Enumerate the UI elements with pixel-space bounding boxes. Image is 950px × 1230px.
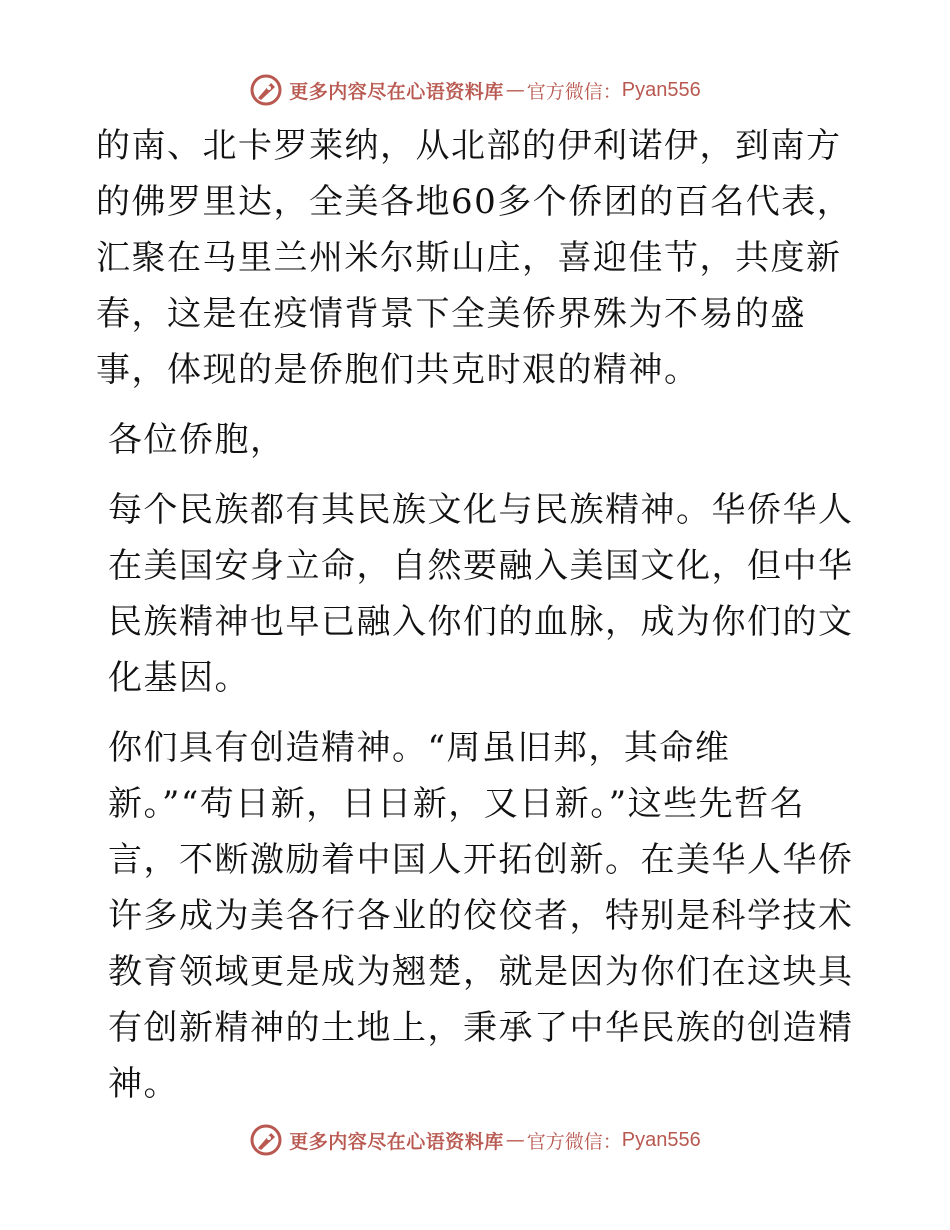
paragraph-2: 各位侨胞， bbox=[108, 420, 286, 460]
header-separator: — bbox=[505, 79, 525, 101]
document-body bbox=[96, 118, 856, 1112]
footer-id: Pyan556 bbox=[621, 1128, 701, 1151]
paragraph-4: 你们具有创造精神。“周虽旧邦，其命维新。”“苟日新，日日新，又日新。”这些先哲名言，不断激励着中国人开拓创新。在美华人华侨许多成为美各行各业的佼佼者，特别是科学技术教育领域更是成为翘楚，就是因为你们在这块具有创新精神的土地上，秉承了中华民族的创造精神。 bbox=[108, 728, 854, 1104]
footer-watermark bbox=[0, 1120, 950, 1160]
pen-nib-logo-icon bbox=[249, 73, 283, 107]
footer-separator: — bbox=[505, 1129, 525, 1151]
footer-text: 更多内容尽在心语资料库 bbox=[289, 1130, 504, 1153]
header-watermark bbox=[0, 70, 950, 110]
footer-sub: 官方微信： bbox=[526, 1130, 622, 1153]
paragraph-1: 的南、北卡罗莱纳，从北部的伊利诺伊，到南方的佛罗里达，全美各地60多个侨团的百名代表，汇聚在马里兰州米尔斯山庄，喜迎佳节，共度新春，这是在疫情背景下全美侨界殊为不易的盛事，体现的是侨胞们共克时艰的精神。 bbox=[96, 126, 853, 390]
paragraph-3: 每个民族都有其民族文化与民族精神。华侨华人在美国安身立命，自然要融入美国文化，但中华民族精神也早已融入你们的血脉，成为你们的文化基因。 bbox=[108, 490, 854, 698]
header-sub: 官方微信： bbox=[526, 80, 622, 103]
pen-nib-logo-icon bbox=[249, 1123, 283, 1157]
header-text: 更多内容尽在心语资料库 bbox=[289, 80, 504, 103]
header-id: Pyan556 bbox=[621, 78, 701, 101]
